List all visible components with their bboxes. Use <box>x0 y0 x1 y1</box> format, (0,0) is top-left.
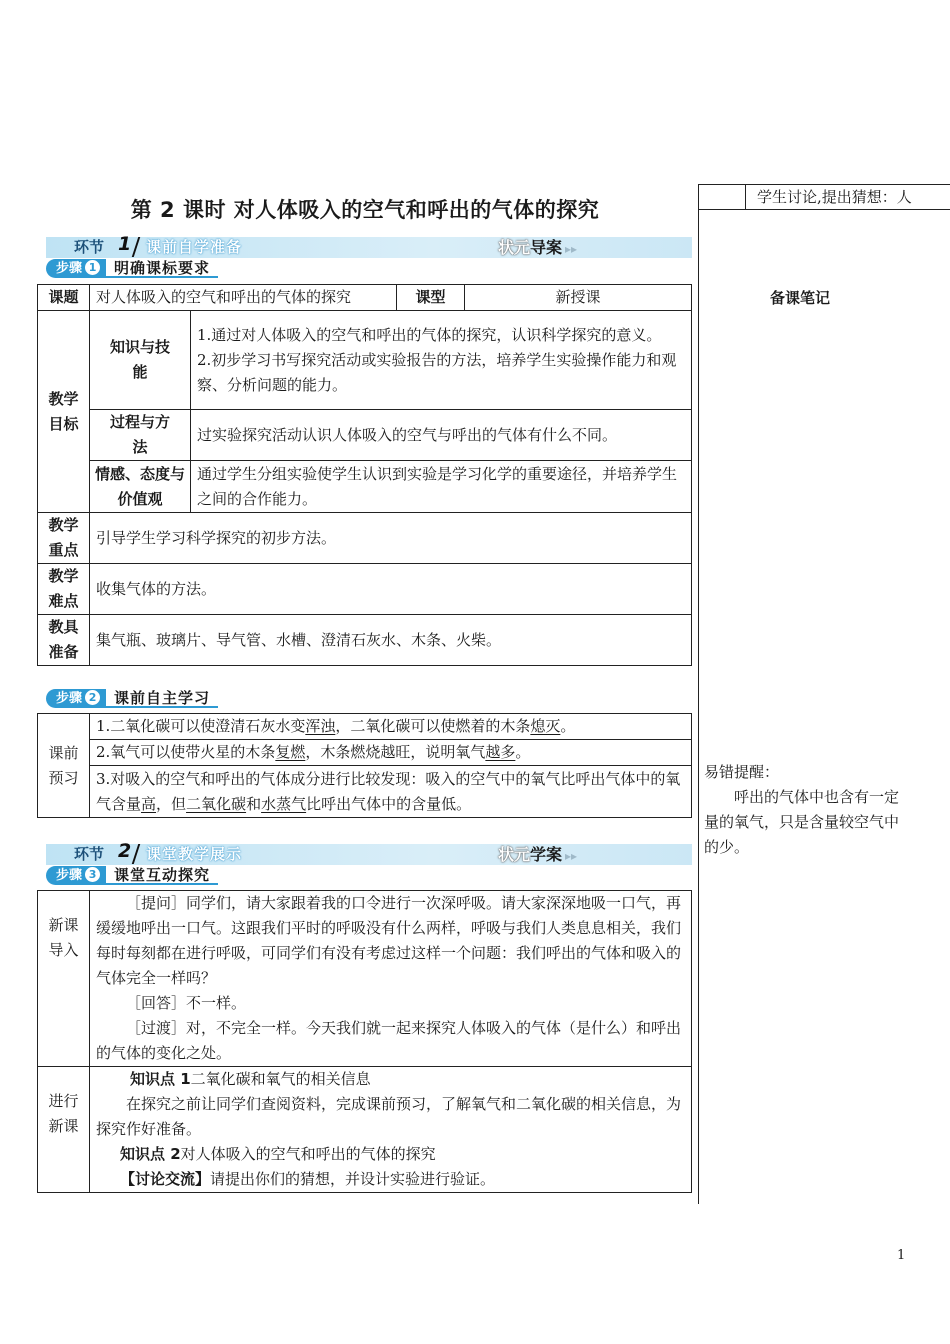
knowledge-point-1: 知识点 1二氧化碳和氧气的相关信息 <box>130 1070 371 1088</box>
goals-label: 教学目标 <box>38 311 90 513</box>
section-brand: 状元学案 ▸▸ <box>498 845 578 864</box>
knowledge-point-2: 知识点 2对人体吸入的空气和呼出的气体的探究 <box>120 1145 436 1163</box>
preview-table <box>37 713 692 818</box>
side-box-cell <box>699 185 746 209</box>
discussion-prompt: 【讨论交流】请提出你们的猜想，并设计实验进行验证。 <box>120 1170 496 1188</box>
double-arrow-icon: ▸▸ <box>565 849 578 863</box>
difficulty-label: 教学难点 <box>38 564 90 615</box>
preview-item-3: 3.对吸入的空气和呼出的气体成分进行比较发现：吸入的空气中的氧气比呼出气体中的氧气含量高，但二氧化碳和水蒸气比呼出气体中的含量低。 <box>90 766 692 818</box>
emotion-value: 通过学生分组实验使学生认识到实验是学习化学的重要途径，并培养学生之间的合作能力。 <box>191 461 692 513</box>
classroom-table <box>37 890 692 1193</box>
knowledge-label: 知识与技能 <box>90 311 191 410</box>
knowledge-value: 1.通过对人体吸入的空气和呼出的气体的探究，认识科学探究的意义。 2.初步学习书写探究活动或实验报告的方法，培养学生实验操作能力和观察、分析问题的能力。 <box>191 311 692 410</box>
topic-label: 课题 <box>38 285 90 311</box>
intro-label: 新课导入 <box>38 891 90 1067</box>
tools-value: 集气瓶、玻璃片、导气管、水槽、澄清石灰水、木条、火柴。 <box>90 615 692 666</box>
course-goals-table <box>37 284 692 666</box>
section-tag: 环节 <box>74 845 105 863</box>
tools-label: 教具准备 <box>38 615 90 666</box>
section-tag: 环节 <box>74 238 105 256</box>
section-name: 课堂教学展示 <box>146 845 243 863</box>
preview-item-1: 1.二氧化碳可以使澄清石灰水变浑浊，二氧化碳可以使燃着的木条熄灭。 <box>90 714 692 740</box>
intro-content <box>90 891 692 1067</box>
section-brand: 状元导案 ▸▸ <box>498 238 578 257</box>
prep-notes-heading: 备课笔记 <box>770 289 831 307</box>
step-number: 2 <box>85 690 100 705</box>
section-number: 1 <box>118 233 132 255</box>
double-arrow-icon: ▸▸ <box>565 242 578 256</box>
new-lesson-label: 进行新课 <box>38 1067 90 1193</box>
difficulty-value: 收集气体的方法。 <box>90 564 692 615</box>
step-title: 明确课标要求 <box>106 259 218 278</box>
section-banner-1 <box>46 233 692 258</box>
step-badge: 步骤 1 <box>46 259 106 278</box>
key-point-value: 引导学生学习科学探究的初步方法。 <box>90 513 692 564</box>
process-label: 过程与方法 <box>90 410 191 461</box>
process-value: 过实验探究活动认识人体吸入的空气与呼出的气体有什么不同。 <box>191 410 692 461</box>
knowledge-point-1-body: 在探究之前让同学们查阅资料，完成课前预习，了解氧气和二氧化碳的相关信息，为探究作好准备。 <box>96 1095 682 1138</box>
side-column-divider <box>698 210 699 1204</box>
side-box-text: 学生讨论,提出猜想：人 <box>757 188 912 206</box>
section-banner-2 <box>46 840 692 865</box>
error-reminder-body: 呼出的气体中也含有一定量的氧气，只是含量较空气中的少。 <box>704 788 900 856</box>
type-value: 新授课 <box>465 285 692 311</box>
topic-value: 对人体吸入的空气和呼出的气体的探究 <box>90 285 397 311</box>
new-lesson-content <box>90 1067 692 1193</box>
step-heading-2 <box>46 689 218 708</box>
preview-label: 课前预习 <box>38 714 90 818</box>
error-reminder <box>704 760 910 860</box>
step-badge: 步骤 3 <box>46 866 106 885</box>
step-heading-1 <box>46 259 218 278</box>
error-reminder-title: 易错提醒： <box>704 763 780 781</box>
side-notes-box <box>698 184 950 210</box>
section-name: 课前自学准备 <box>146 238 243 256</box>
emotion-label: 情感、态度与价值观 <box>90 461 191 513</box>
preview-item-2: 2.氧气可以使带火星的木条复燃，木条燃烧越旺，说明氧气越多。 <box>90 740 692 766</box>
intro-question: ［提问］同学们，请大家跟着我的口令进行一次深呼吸。请大家深深地吸一口气，再缓缓地呼出一口气。这跟我们平时的呼吸没有什么两样，呼吸与我们人类息息相关，我们每时每刻都在进行呼吸，可同学们有没有考虑过这样一个问题：我们呼出的气体和吸入的气体完全一样吗？ <box>96 894 682 987</box>
intro-transition: ［过渡］对，不完全一样。今天我们就一起来探究人体吸入的气体（是什么）和呼出的气体的变化之处。 <box>96 1019 682 1062</box>
page-title: 第 2 课时 对人体吸入的空气和呼出的气体的探究 <box>130 198 600 222</box>
step-number: 3 <box>85 867 100 882</box>
page-number: 1 <box>897 1248 906 1263</box>
intro-answer: ［回答］不一样。 <box>126 994 247 1012</box>
step-title: 课前自主学习 <box>106 689 218 708</box>
step-heading-3 <box>46 866 218 885</box>
type-label: 课型 <box>397 285 465 311</box>
step-badge: 步骤 2 <box>46 689 106 708</box>
section-number: 2 <box>118 840 132 862</box>
step-title: 课堂互动探究 <box>106 866 218 885</box>
key-point-label: 教学重点 <box>38 513 90 564</box>
step-number: 1 <box>85 260 100 275</box>
